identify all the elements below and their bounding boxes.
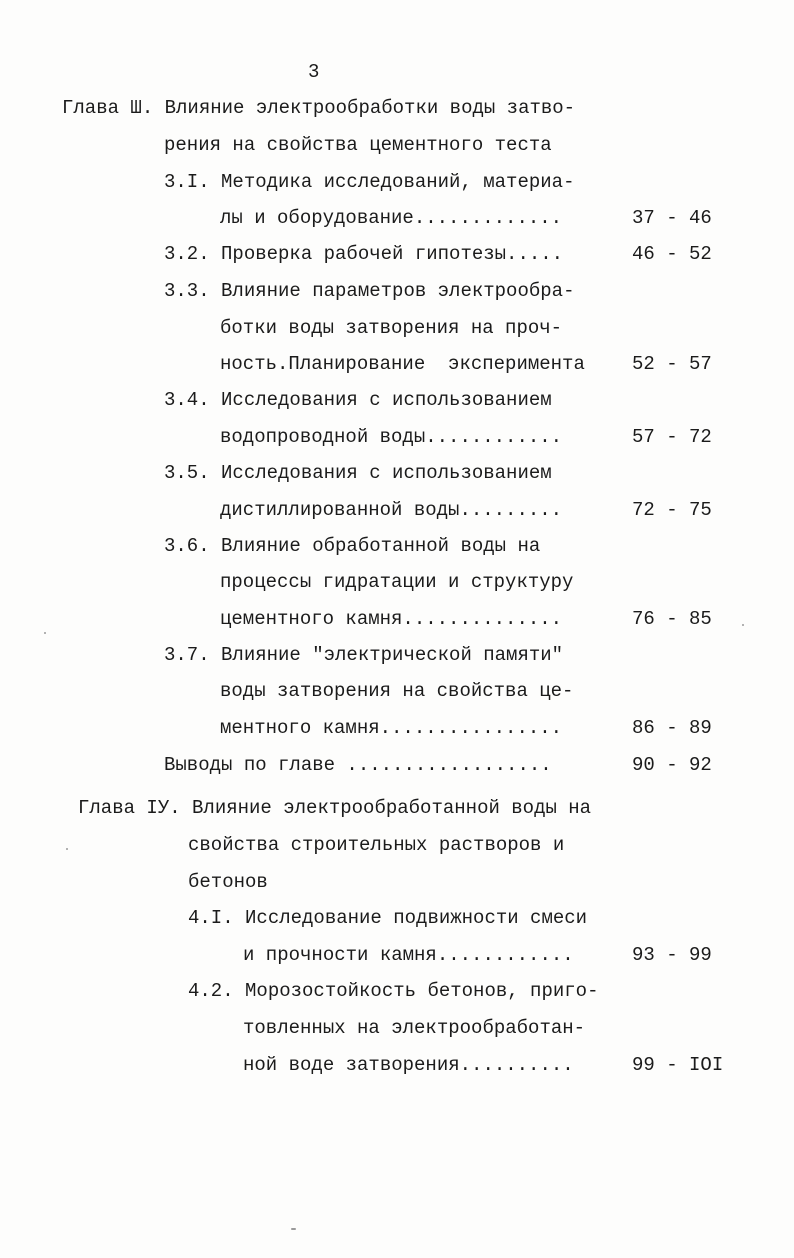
toc-entry-3-1-continued: лы и оборудование............. (220, 207, 563, 229)
page-range: 37 - 46 (632, 207, 712, 229)
toc-entry-3-1: 3.I. Методика исследований, материа- (164, 171, 575, 193)
page-range: 52 - 57 (632, 353, 712, 375)
toc-entry-3-7-continued: ментного камня................ (220, 717, 563, 739)
scan-speck (742, 624, 744, 626)
page-range: 57 - 72 (632, 426, 712, 448)
toc-entry-3-6-continued: цементного камня.............. (220, 608, 563, 630)
page-range: 76 - 85 (632, 608, 712, 630)
toc-entry-3-2: 3.2. Проверка рабочей гипотезы..... (164, 243, 564, 265)
toc-entry-3-5-continued: дистиллированной воды......... (220, 499, 563, 521)
page-range: 72 - 75 (632, 499, 712, 521)
toc-entry-3-3-continued: ботки воды затворения на проч- (220, 317, 563, 339)
toc-entry-3-3: 3.3. Влияние параметров электрообра- (164, 280, 575, 302)
toc-entry-3-7: 3.7. Влияние "электрической памяти" (164, 644, 564, 666)
chapter-heading: Глава IУ. Влияние электрообработанной воды на (78, 797, 592, 819)
toc-entry-3-6-continued: процессы гидратации и структуру (220, 571, 574, 593)
toc-entry-3-3-continued: ность.Планирование эксперимента (220, 353, 585, 375)
toc-entry-4-2: 4.2. Морозостойкость бетонов, приго- (188, 980, 599, 1002)
scan-speck (44, 632, 46, 634)
page-number: 3 (308, 61, 320, 83)
toc-entry-3-7-continued: воды затворения на свойства це- (220, 680, 574, 702)
chapter-heading-continued: свойства строительных растворов и (188, 834, 565, 856)
scan-speck (291, 1228, 296, 1230)
toc-entry-3-4: 3.4. Исследования с использованием (164, 389, 552, 411)
chapter-heading-continued: бетонов (188, 871, 268, 893)
toc-entry-4-1: 4.I. Исследование подвижности смеси (188, 907, 588, 929)
page-range: 46 - 52 (632, 243, 712, 265)
page-range: 99 - IOI (632, 1054, 724, 1076)
chapter-heading-continued: рения на свойства цементного теста (164, 134, 552, 156)
toc-entry-4-1-continued: и прочности камня............ (243, 944, 574, 966)
scan-speck (66, 848, 68, 850)
toc-entry-3-4-continued: водопроводной воды............ (220, 426, 563, 448)
toc-entry-conclusions: Выводы по главе .................. (164, 754, 552, 776)
page-range: 93 - 99 (632, 944, 712, 966)
toc-entry-3-5: 3.5. Исследования с использованием (164, 462, 552, 484)
toc-entry-4-2-continued: ной воде затворения.......... (243, 1054, 574, 1076)
page-range: 86 - 89 (632, 717, 712, 739)
toc-entry-4-2-continued: товленных на электрообработан- (243, 1017, 586, 1039)
toc-entry-3-6: 3.6. Влияние обработанной воды на (164, 535, 541, 557)
chapter-heading: Глава Ш. Влияние электрообработки воды затво- (62, 97, 576, 119)
page-range: 90 - 92 (632, 754, 712, 776)
